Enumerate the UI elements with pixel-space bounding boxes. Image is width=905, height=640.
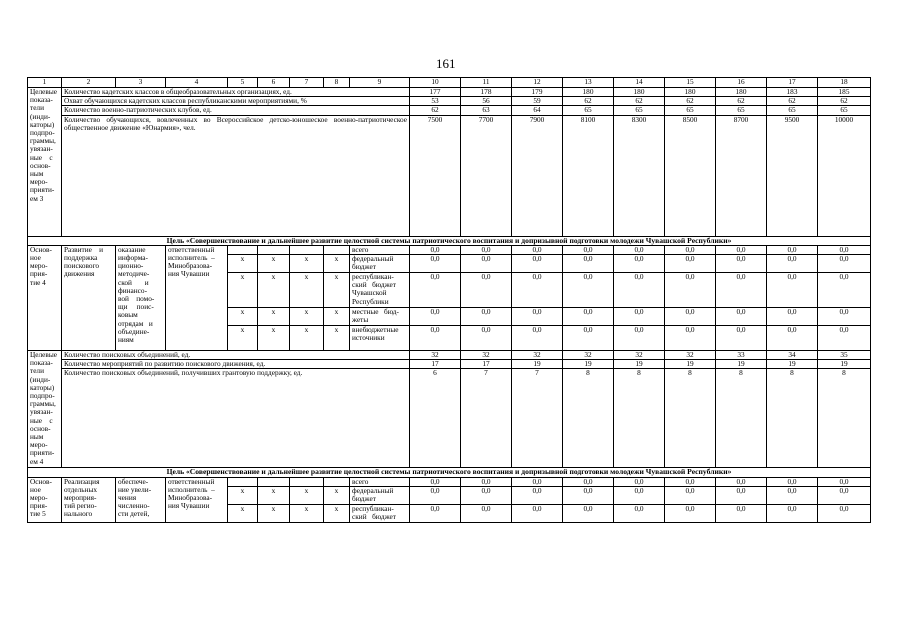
indicator3-row	[28, 97, 871, 106]
indicator-value: 7700	[461, 115, 512, 236]
funding-value: 0,0	[767, 504, 818, 522]
budget-code: x	[324, 255, 350, 273]
funding-value: 0,0	[767, 255, 818, 273]
goal-row	[28, 468, 871, 477]
budget-code: x	[290, 504, 324, 522]
indicator-value: 8100	[563, 115, 614, 236]
indicator-name: Количество поисковых объединений, ед.	[62, 351, 410, 360]
indicator-value: 8	[665, 369, 716, 468]
funding-value: 0,0	[614, 326, 665, 351]
funding-value: 0,0	[818, 477, 871, 486]
funding-value: 0,0	[410, 477, 461, 486]
funding-value: 0,0	[665, 477, 716, 486]
budget-code: x	[290, 486, 324, 504]
column-number: 12	[512, 78, 563, 88]
funding-value: 0,0	[716, 245, 767, 254]
indicator-value: 177	[410, 88, 461, 97]
column-number: 8	[324, 78, 350, 88]
column-number: 10	[410, 78, 461, 88]
funding-value: 0,0	[461, 308, 512, 326]
indicator-value: 19	[512, 360, 563, 369]
budget-code: x	[258, 273, 290, 308]
indicator-value: 34	[767, 351, 818, 360]
indicator-value: 10000	[818, 115, 871, 236]
funding-value: 0,0	[512, 308, 563, 326]
indicator3-row	[28, 106, 871, 115]
funding-value: 0,0	[665, 255, 716, 273]
funding-source: всего	[350, 477, 410, 486]
indicator-label: Целевые показа- тели (инди- каторы) подпро- граммы, увязан- ные с основ- ным меро- прияти- ем 3	[28, 88, 62, 237]
budget-code	[258, 245, 290, 254]
indicator-value: 7500	[410, 115, 461, 236]
indicator-value: 179	[512, 88, 563, 97]
indicator-value: 32	[512, 351, 563, 360]
funding-value: 0,0	[614, 486, 665, 504]
indicator-value: 62	[410, 106, 461, 115]
budget-code: x	[290, 308, 324, 326]
indicator-name: Охват обучающихся кадетских классов республиканскими мероприятиями, %	[62, 97, 410, 106]
funding-source: федеральный бюджет	[350, 486, 410, 504]
indicator-value: 8300	[614, 115, 665, 236]
responsible-executor: ответственный исполнитель – Минобразова- ния Чувашии	[166, 245, 228, 350]
funding-value: 0,0	[461, 273, 512, 308]
funding-value: 0,0	[461, 504, 512, 522]
funding-value: 0,0	[614, 245, 665, 254]
budget-code: x	[290, 326, 324, 351]
indicator-value: 35	[818, 351, 871, 360]
budget-code	[228, 477, 258, 486]
indicator-value: 8	[767, 369, 818, 468]
funding-value: 0,0	[563, 245, 614, 254]
measure-description: оказание информа- ционно- методиче- ской и финансо- вой помо- щи поис- ковым отрядам и объедине- ниям	[116, 245, 166, 350]
budget-code: x	[258, 326, 290, 351]
indicator-value: 62	[716, 97, 767, 106]
funding-value: 0,0	[818, 326, 871, 351]
budget-code: x	[324, 486, 350, 504]
measure5-row	[28, 477, 871, 486]
funding-value: 0,0	[767, 273, 818, 308]
funding-value: 0,0	[512, 255, 563, 273]
indicator-value: 53	[410, 97, 461, 106]
funding-value: 0,0	[410, 486, 461, 504]
funding-value: 0,0	[461, 245, 512, 254]
indicator-value: 32	[410, 351, 461, 360]
budget-code: x	[290, 255, 324, 273]
indicator-value: 62	[563, 97, 614, 106]
funding-source: республикан- ский бюджет	[350, 504, 410, 522]
funding-value: 0,0	[461, 326, 512, 351]
indicator-value: 63	[461, 106, 512, 115]
indicator-value: 180	[716, 88, 767, 97]
column-number: 5	[228, 78, 258, 88]
indicator-value: 19	[563, 360, 614, 369]
indicator-value: 62	[665, 97, 716, 106]
indicator-value: 62	[614, 97, 665, 106]
column-number: 9	[350, 78, 410, 88]
funding-value: 0,0	[716, 255, 767, 273]
funding-value: 0,0	[410, 273, 461, 308]
indicator-value: 8	[563, 369, 614, 468]
funding-value: 0,0	[563, 308, 614, 326]
budget-code: x	[324, 504, 350, 522]
measure-label: Основ- ное меро- прия- тие 4	[28, 245, 62, 350]
funding-value: 0,0	[665, 326, 716, 351]
funding-value: 0,0	[818, 486, 871, 504]
responsible-executor: ответственный исполнитель – Минобразова- ния Чувашии	[166, 477, 228, 522]
funding-value: 0,0	[614, 504, 665, 522]
budget-code: x	[228, 255, 258, 273]
indicator4-row	[28, 351, 871, 360]
indicator-name: Количество мероприятий по развитию поискового движения, ед.	[62, 360, 410, 369]
funding-value: 0,0	[614, 477, 665, 486]
indicator-value: 19	[665, 360, 716, 369]
funding-value: 0,0	[767, 326, 818, 351]
funding-value: 0,0	[512, 245, 563, 254]
budget-code: x	[258, 486, 290, 504]
goal-heading: Цель «Совершенствование и дальнейшее развитие целостной системы патриотического воспитания и допризывной подготовки молодежи Чувашской Республики»	[28, 468, 871, 477]
funding-value: 0,0	[410, 255, 461, 273]
budget-code: x	[228, 504, 258, 522]
measure-title: Развитие и поддержка поискового движения	[62, 245, 116, 350]
measure-description: обеспече- ние увели- чения численно- сти детей,	[116, 477, 166, 522]
indicator-name: Количество поисковых объединений, получивших грантовую поддержку, ед.	[62, 369, 410, 468]
indicator-name: Количество военно-патриотических клубов, ед.	[62, 106, 410, 115]
indicator-value: 19	[767, 360, 818, 369]
column-number: 6	[258, 78, 290, 88]
funding-value: 0,0	[716, 308, 767, 326]
indicator-value: 8500	[665, 115, 716, 236]
funding-source: внебюджетные источники	[350, 326, 410, 351]
indicator-value: 65	[563, 106, 614, 115]
funding-value: 0,0	[563, 326, 614, 351]
indicator-value: 19	[716, 360, 767, 369]
column-number: 18	[818, 78, 871, 88]
indicator-value: 7	[512, 369, 563, 468]
funding-value: 0,0	[461, 486, 512, 504]
budget-code	[324, 477, 350, 486]
indicator-value: 62	[818, 97, 871, 106]
column-number: 11	[461, 78, 512, 88]
indicator-value: 7	[461, 369, 512, 468]
budget-code	[258, 477, 290, 486]
funding-value: 0,0	[665, 504, 716, 522]
funding-value: 0,0	[665, 273, 716, 308]
indicator-value: 180	[614, 88, 665, 97]
funding-value: 0,0	[767, 245, 818, 254]
budget-code	[324, 245, 350, 254]
funding-value: 0,0	[461, 477, 512, 486]
column-number: 16	[716, 78, 767, 88]
budget-code: x	[290, 273, 324, 308]
budget-code	[290, 477, 324, 486]
indicator-value: 65	[767, 106, 818, 115]
indicator4-row	[28, 369, 871, 468]
indicator-value: 33	[716, 351, 767, 360]
goal-row	[28, 236, 871, 245]
funding-value: 0,0	[563, 504, 614, 522]
indicator-name: Количество обучающихся, вовлеченных во Всероссийское детско-юношеское военно-патриотическое общественное движение «Юнармия», чел.	[62, 115, 410, 236]
indicator-value: 32	[461, 351, 512, 360]
indicator3-row	[28, 88, 871, 97]
column-number: 13	[563, 78, 614, 88]
funding-value: 0,0	[563, 255, 614, 273]
funding-value: 0,0	[716, 273, 767, 308]
funding-source: всего	[350, 245, 410, 254]
budget-code	[290, 245, 324, 254]
funding-value: 0,0	[614, 255, 665, 273]
budget-code: x	[228, 273, 258, 308]
column-number: 17	[767, 78, 818, 88]
budget-code: x	[258, 308, 290, 326]
indicator-value: 7900	[512, 115, 563, 236]
indicator-value: 185	[818, 88, 871, 97]
page-number: 161	[436, 56, 456, 71]
funding-value: 0,0	[767, 477, 818, 486]
indicator-value: 19	[614, 360, 665, 369]
program-table	[27, 77, 871, 523]
indicator-value: 8	[716, 369, 767, 468]
funding-value: 0,0	[461, 255, 512, 273]
funding-value: 0,0	[767, 308, 818, 326]
funding-source: федеральный бюджет	[350, 255, 410, 273]
funding-value: 0,0	[512, 477, 563, 486]
funding-value: 0,0	[512, 504, 563, 522]
funding-value: 0,0	[410, 245, 461, 254]
indicator-value: 19	[818, 360, 871, 369]
indicator-value: 17	[410, 360, 461, 369]
indicator-value: 65	[614, 106, 665, 115]
indicator-value: 183	[767, 88, 818, 97]
budget-code: x	[258, 504, 290, 522]
indicator-value: 32	[665, 351, 716, 360]
budget-code: x	[228, 486, 258, 504]
column-number: 2	[62, 78, 116, 88]
column-number: 14	[614, 78, 665, 88]
indicator-value: 65	[818, 106, 871, 115]
indicator-value: 180	[563, 88, 614, 97]
funding-value: 0,0	[665, 486, 716, 504]
column-number: 3	[116, 78, 166, 88]
funding-value: 0,0	[512, 486, 563, 504]
indicator-value: 6	[410, 369, 461, 468]
funding-value: 0,0	[563, 273, 614, 308]
funding-source: местные бюд- жеты	[350, 308, 410, 326]
indicator-value: 56	[461, 97, 512, 106]
indicator-name: Количество кадетских классов в общеобразовательных организациях, ед.	[62, 88, 410, 97]
funding-value: 0,0	[512, 326, 563, 351]
goal-heading: Цель «Совершенствование и дальнейшее развитие целостной системы патриотического воспитания и допризывной подготовки молодежи Чувашской Республики»	[28, 236, 871, 245]
funding-value: 0,0	[563, 477, 614, 486]
budget-code	[228, 245, 258, 254]
indicator-value: 8	[614, 369, 665, 468]
funding-value: 0,0	[512, 273, 563, 308]
indicator-value: 17	[461, 360, 512, 369]
indicator-value: 180	[665, 88, 716, 97]
funding-source: республикан- ский бюджет Чувашской Республики	[350, 273, 410, 308]
column-number: 15	[665, 78, 716, 88]
indicator3-row	[28, 115, 871, 236]
indicator-value: 65	[665, 106, 716, 115]
measure4-row	[28, 245, 871, 254]
budget-code: x	[228, 308, 258, 326]
measure-title: Реализация отдельных мероприя- тий регио- нального	[62, 477, 116, 522]
funding-value: 0,0	[716, 326, 767, 351]
funding-value: 0,0	[563, 486, 614, 504]
indicator-value: 32	[563, 351, 614, 360]
funding-value: 0,0	[818, 273, 871, 308]
indicator-value: 64	[512, 106, 563, 115]
funding-value: 0,0	[716, 477, 767, 486]
funding-value: 0,0	[410, 308, 461, 326]
measure-label: Основ- ное меро- прия- тие 5	[28, 477, 62, 522]
funding-value: 0,0	[818, 308, 871, 326]
indicator-value: 65	[716, 106, 767, 115]
funding-value: 0,0	[818, 255, 871, 273]
indicator-value: 9500	[767, 115, 818, 236]
budget-code: x	[324, 273, 350, 308]
funding-value: 0,0	[767, 486, 818, 504]
indicator-value: 8	[818, 369, 871, 468]
column-number: 7	[290, 78, 324, 88]
indicator-value: 8700	[716, 115, 767, 236]
indicator-value: 32	[614, 351, 665, 360]
budget-code: x	[324, 308, 350, 326]
column-number: 1	[28, 78, 62, 88]
budget-code: x	[228, 326, 258, 351]
funding-value: 0,0	[818, 504, 871, 522]
indicator-value: 59	[512, 97, 563, 106]
budget-code: x	[324, 326, 350, 351]
indicator4-row	[28, 360, 871, 369]
funding-value: 0,0	[614, 308, 665, 326]
indicator-value: 62	[767, 97, 818, 106]
funding-value: 0,0	[818, 245, 871, 254]
funding-value: 0,0	[665, 245, 716, 254]
funding-value: 0,0	[716, 504, 767, 522]
funding-value: 0,0	[614, 273, 665, 308]
funding-value: 0,0	[665, 308, 716, 326]
column-number: 4	[166, 78, 228, 88]
funding-value: 0,0	[410, 326, 461, 351]
funding-value: 0,0	[716, 486, 767, 504]
budget-code: x	[258, 255, 290, 273]
header-row	[28, 78, 871, 88]
funding-value: 0,0	[410, 504, 461, 522]
indicator-value: 178	[461, 88, 512, 97]
indicator-label: Целевые показа- тели (инди- каторы) подпро- граммы, увязан- ные с основ- ным меро- прияти- ем 4	[28, 351, 62, 468]
